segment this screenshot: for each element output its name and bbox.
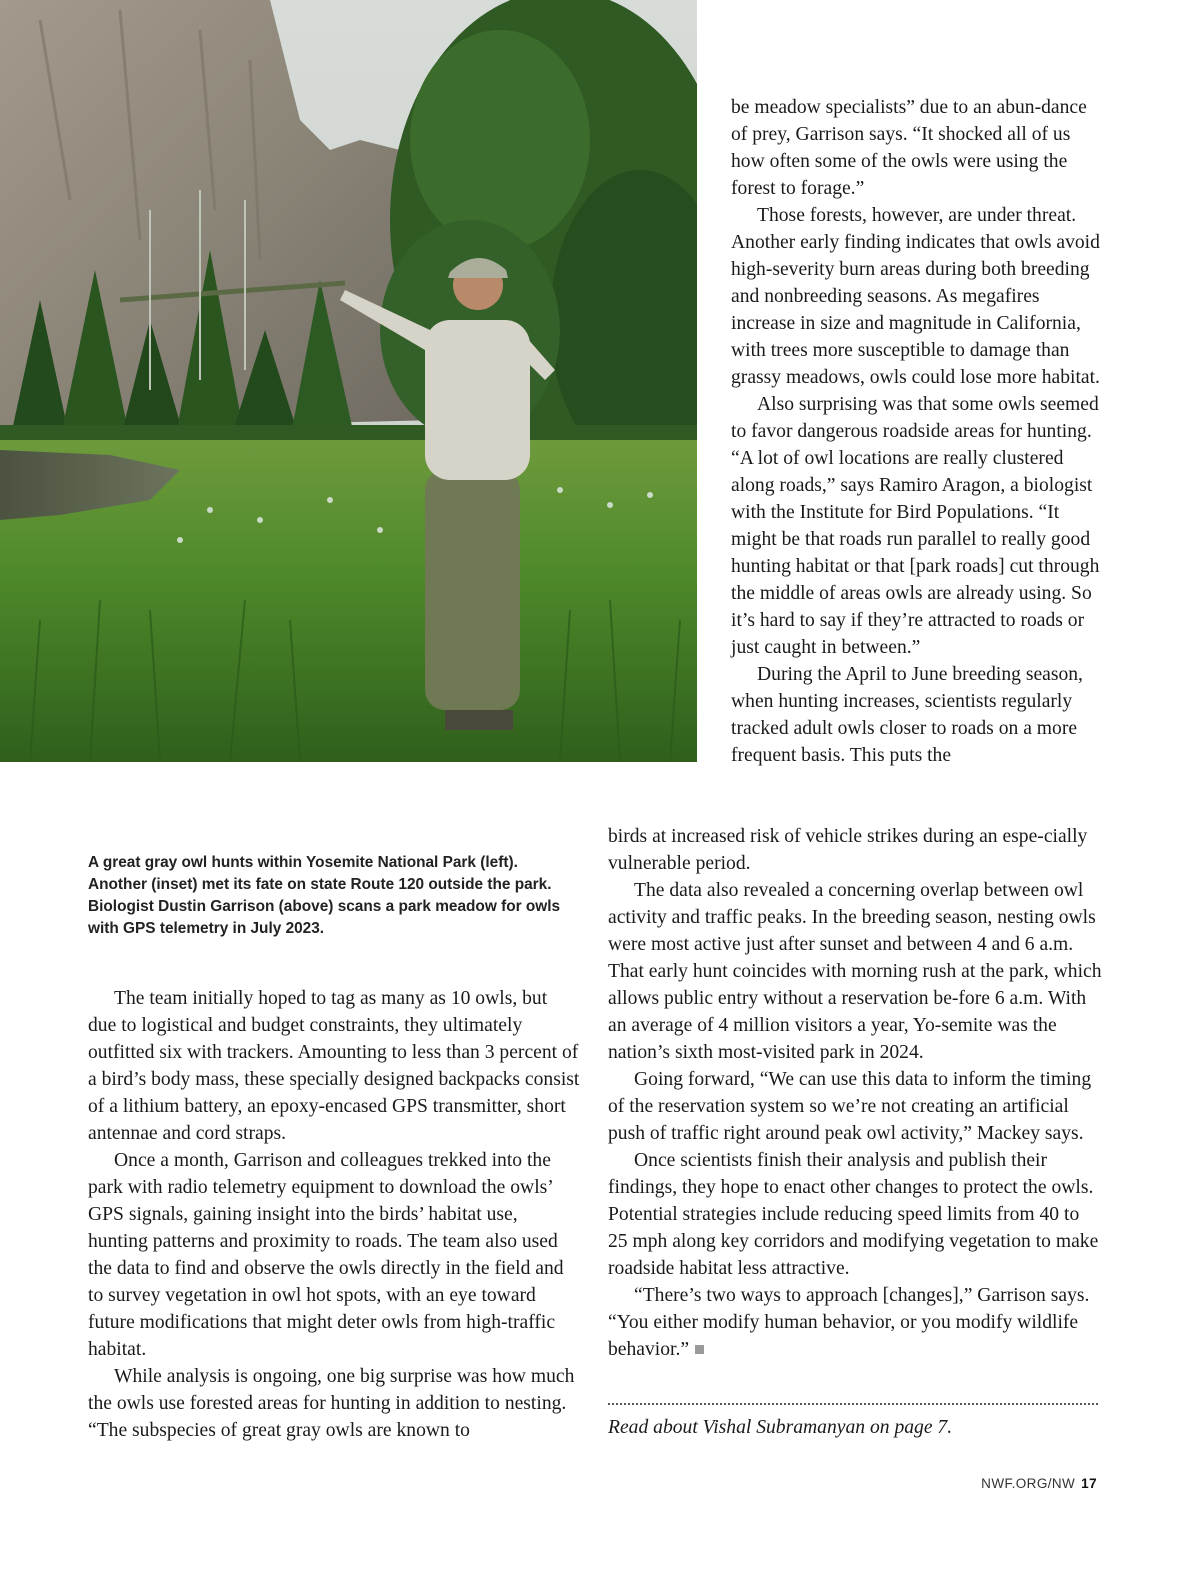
paragraph: Once scientists finish their analysis and publish their findings, they hope to enact other changes to protect the owls. Potential strategies include reducing speed limits from 40 to 25 mph along key corridors and modifying vegetation to make roadside habitat less attractive. — [608, 1150, 1099, 1279]
paragraph: Once a month, Garrison and colleagues trekked into the park with radio telemetry equipment to download the owls’ GPS signals, gaining insight into the birds’ habitat use, hunting patterns and proximity to roads. The team also used the data to find and observe the owls directly in the field and to survey vegetation in owl hot spots, with an eye toward future modifications that might deter owls from high-traffic habitat. — [88, 1150, 564, 1360]
end-mark-icon — [695, 1345, 704, 1354]
paragraph: The team initially hoped to tag as many as 10 owls, but due to logistical and budget constraints, they ultimately outfitted six with trackers. Amounting to less than 3 percent of a bird’s body mass, these specially designed backpacks consist of a lithium battery, an epoxy-encased GPS transmitter, short antennae and cord straps. — [88, 988, 580, 1144]
paragraph: Those forests, however, are under threat. Another early finding indicates that owls avoid high-severity burn areas during both breeding and nonbreeding seasons. As megafires increase in size and magnitude in California, with trees more susceptible to damage than grassy meadows, owls could lose more habitat. — [731, 205, 1100, 388]
read-more-note: Read about Vishal Subramanyan on page 7. — [608, 1417, 953, 1438]
photo-biologist-telemetry-meadow-icon — [0, 0, 697, 762]
paragraph: The data also revealed a concerning overlap between owl activity and traffic peaks. In the breeding season, nesting owls were most active just after sunset and between 4 and 6 a.m. That early hunt coincides with morning rush at the park, which allows public entry without a reservation be-fore 6 a.m. With an average of 4 million visitors a year, Yo-semite was the nation’s sixth most-visited park in 2024. — [608, 880, 1102, 1063]
final-paragraph — [608, 1282, 1103, 1363]
footer-site: NWF.ORG/NW — [981, 1476, 1076, 1491]
paragraph: Also surprising was that some owls seemed to favor dangerous roadside areas for hunting. “A lot of owl locations are really clustered along roads,” says Ramiro Aragon, a biologist with the Institute for Bird Populations. “It might be that roads run parallel to really good hunting habitat or that [park roads] cut through the middle of areas owls are already using. So it’s hard to say if they’re attracted to roads or just caught in between.” — [731, 394, 1100, 658]
paragraph: birds at increased risk of vehicle strikes during an espe-cially vulnerable period. — [608, 826, 1088, 874]
hero-photo — [0, 0, 697, 762]
page-footer — [981, 1476, 1097, 1491]
left-column — [88, 985, 580, 1444]
right-column-bottom — [608, 823, 1103, 1363]
dotted-divider — [608, 1403, 1098, 1405]
right-column-top — [731, 94, 1103, 769]
paragraph-text: “There’s two ways to approach [changes],” Garrison says. “You either modify human behavior, or you modify wildlife behavior.” — [608, 1285, 1090, 1360]
paragraph: While analysis is ongoing, one big surprise was how much the owls use forested areas for hunting in addition to nesting. “The subspecies of great gray owls are known to — [88, 1366, 575, 1441]
page-number: 17 — [1081, 1476, 1097, 1491]
paragraph: Going forward, “We can use this data to inform the timing of the reservation system so we’re not creating an artificial push of traffic right around peak owl activity,” Mackey says. — [608, 1069, 1092, 1144]
paragraph: be meadow specialists” due to an abun-dance of prey, Garrison says. “It shocked all of us how often some of the owls were using the forest to forage.” — [731, 97, 1087, 199]
photo-caption: A great gray owl hunts within Yosemite National Park (left). Another (inset) met its fate on state Route 120 outside the park. Biologist Dustin Garrison (above) scans a park meadow for owls with GPS telemetry in July 2023. — [88, 854, 561, 937]
paragraph: During the April to June breeding season, when hunting increases, scientists regularly tracked adult owls closer to roads on a more frequent basis. This puts the — [731, 664, 1083, 766]
